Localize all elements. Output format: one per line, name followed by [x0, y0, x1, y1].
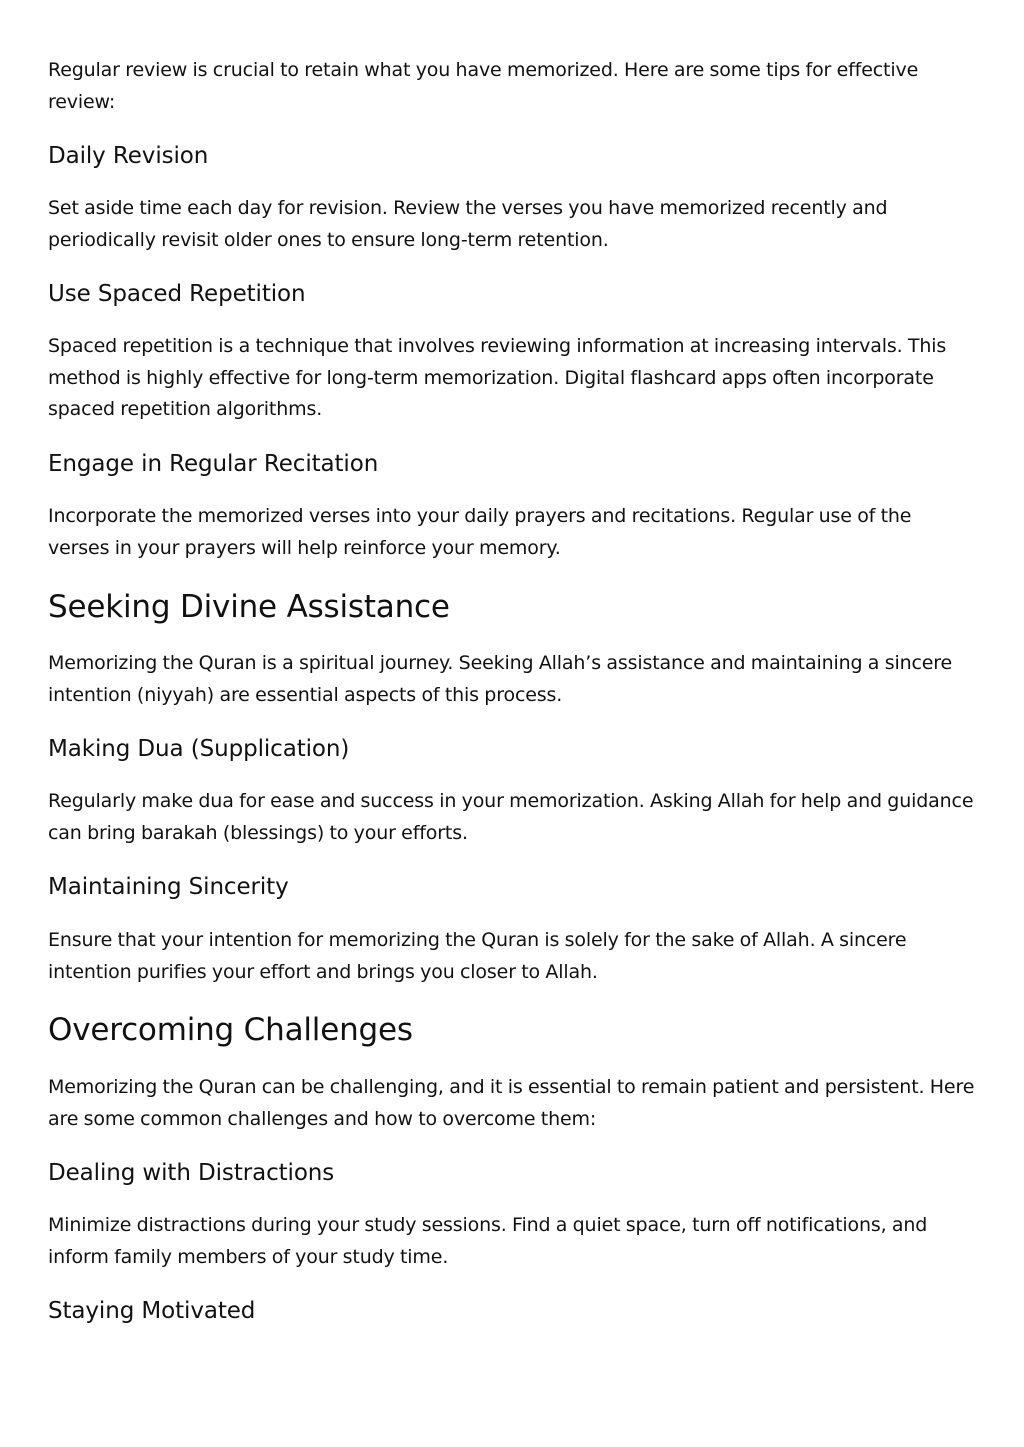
daily-revision-heading: Daily Revision: [48, 143, 209, 169]
divine-assistance-heading: Seeking Divine Assistance: [48, 589, 450, 625]
making-dua-heading: Making Dua (Supplication): [48, 736, 350, 762]
distractions-paragraph: Minimize distractions during your study sessions. Find a quiet space, turn off notifications, and inform family members of your study time.: [48, 1214, 928, 1268]
distractions-heading: Dealing with Distractions: [48, 1160, 335, 1186]
spaced-repetition-heading: Use Spaced Repetition: [48, 281, 306, 307]
staying-motivated-heading: Staying Motivated: [48, 1298, 256, 1324]
making-dua-paragraph: Regularly make dua for ease and success in your memorization. Asking Allah for help and guidance can bring barakah (blessings) to your efforts.: [48, 790, 974, 844]
review-intro-paragraph: Regular review is crucial to retain what you have memorized. Here are some tips for effective review:: [48, 59, 919, 113]
regular-recitation-heading: Engage in Regular Recitation: [48, 451, 379, 477]
maintaining-sincerity-heading: Maintaining Sincerity: [48, 874, 289, 900]
maintaining-sincerity-paragraph: Ensure that your intention for memorizing the Quran is solely for the sake of Allah. A sincere intention purifies your effort and brings you closer to Allah.: [48, 929, 907, 983]
overcoming-challenges-paragraph: Memorizing the Quran can be challenging, and it is essential to remain patient and persistent. Here are some common challenges and how to overcome them:: [48, 1076, 975, 1130]
daily-revision-paragraph: Set aside time each day for revision. Review the verses you have memorized recently and periodically revisit older ones to ensure long-term retention.: [48, 197, 888, 251]
overcoming-challenges-heading: Overcoming Challenges: [48, 1012, 413, 1048]
spaced-repetition-paragraph: Spaced repetition is a technique that involves reviewing information at increasing intervals. This method is highly effective for long-term memorization. Digital flashcard apps often incorporate spaced repetition algorithms.: [48, 335, 947, 420]
divine-assistance-paragraph: Memorizing the Quran is a spiritual journey. Seeking Allah’s assistance and maintaining a sincere intention (niyyah) are essential aspects of this process.: [48, 652, 953, 706]
regular-recitation-paragraph: Incorporate the memorized verses into your daily prayers and recitations. Regular use of the verses in your prayers will help reinforce your memory.: [48, 505, 912, 559]
